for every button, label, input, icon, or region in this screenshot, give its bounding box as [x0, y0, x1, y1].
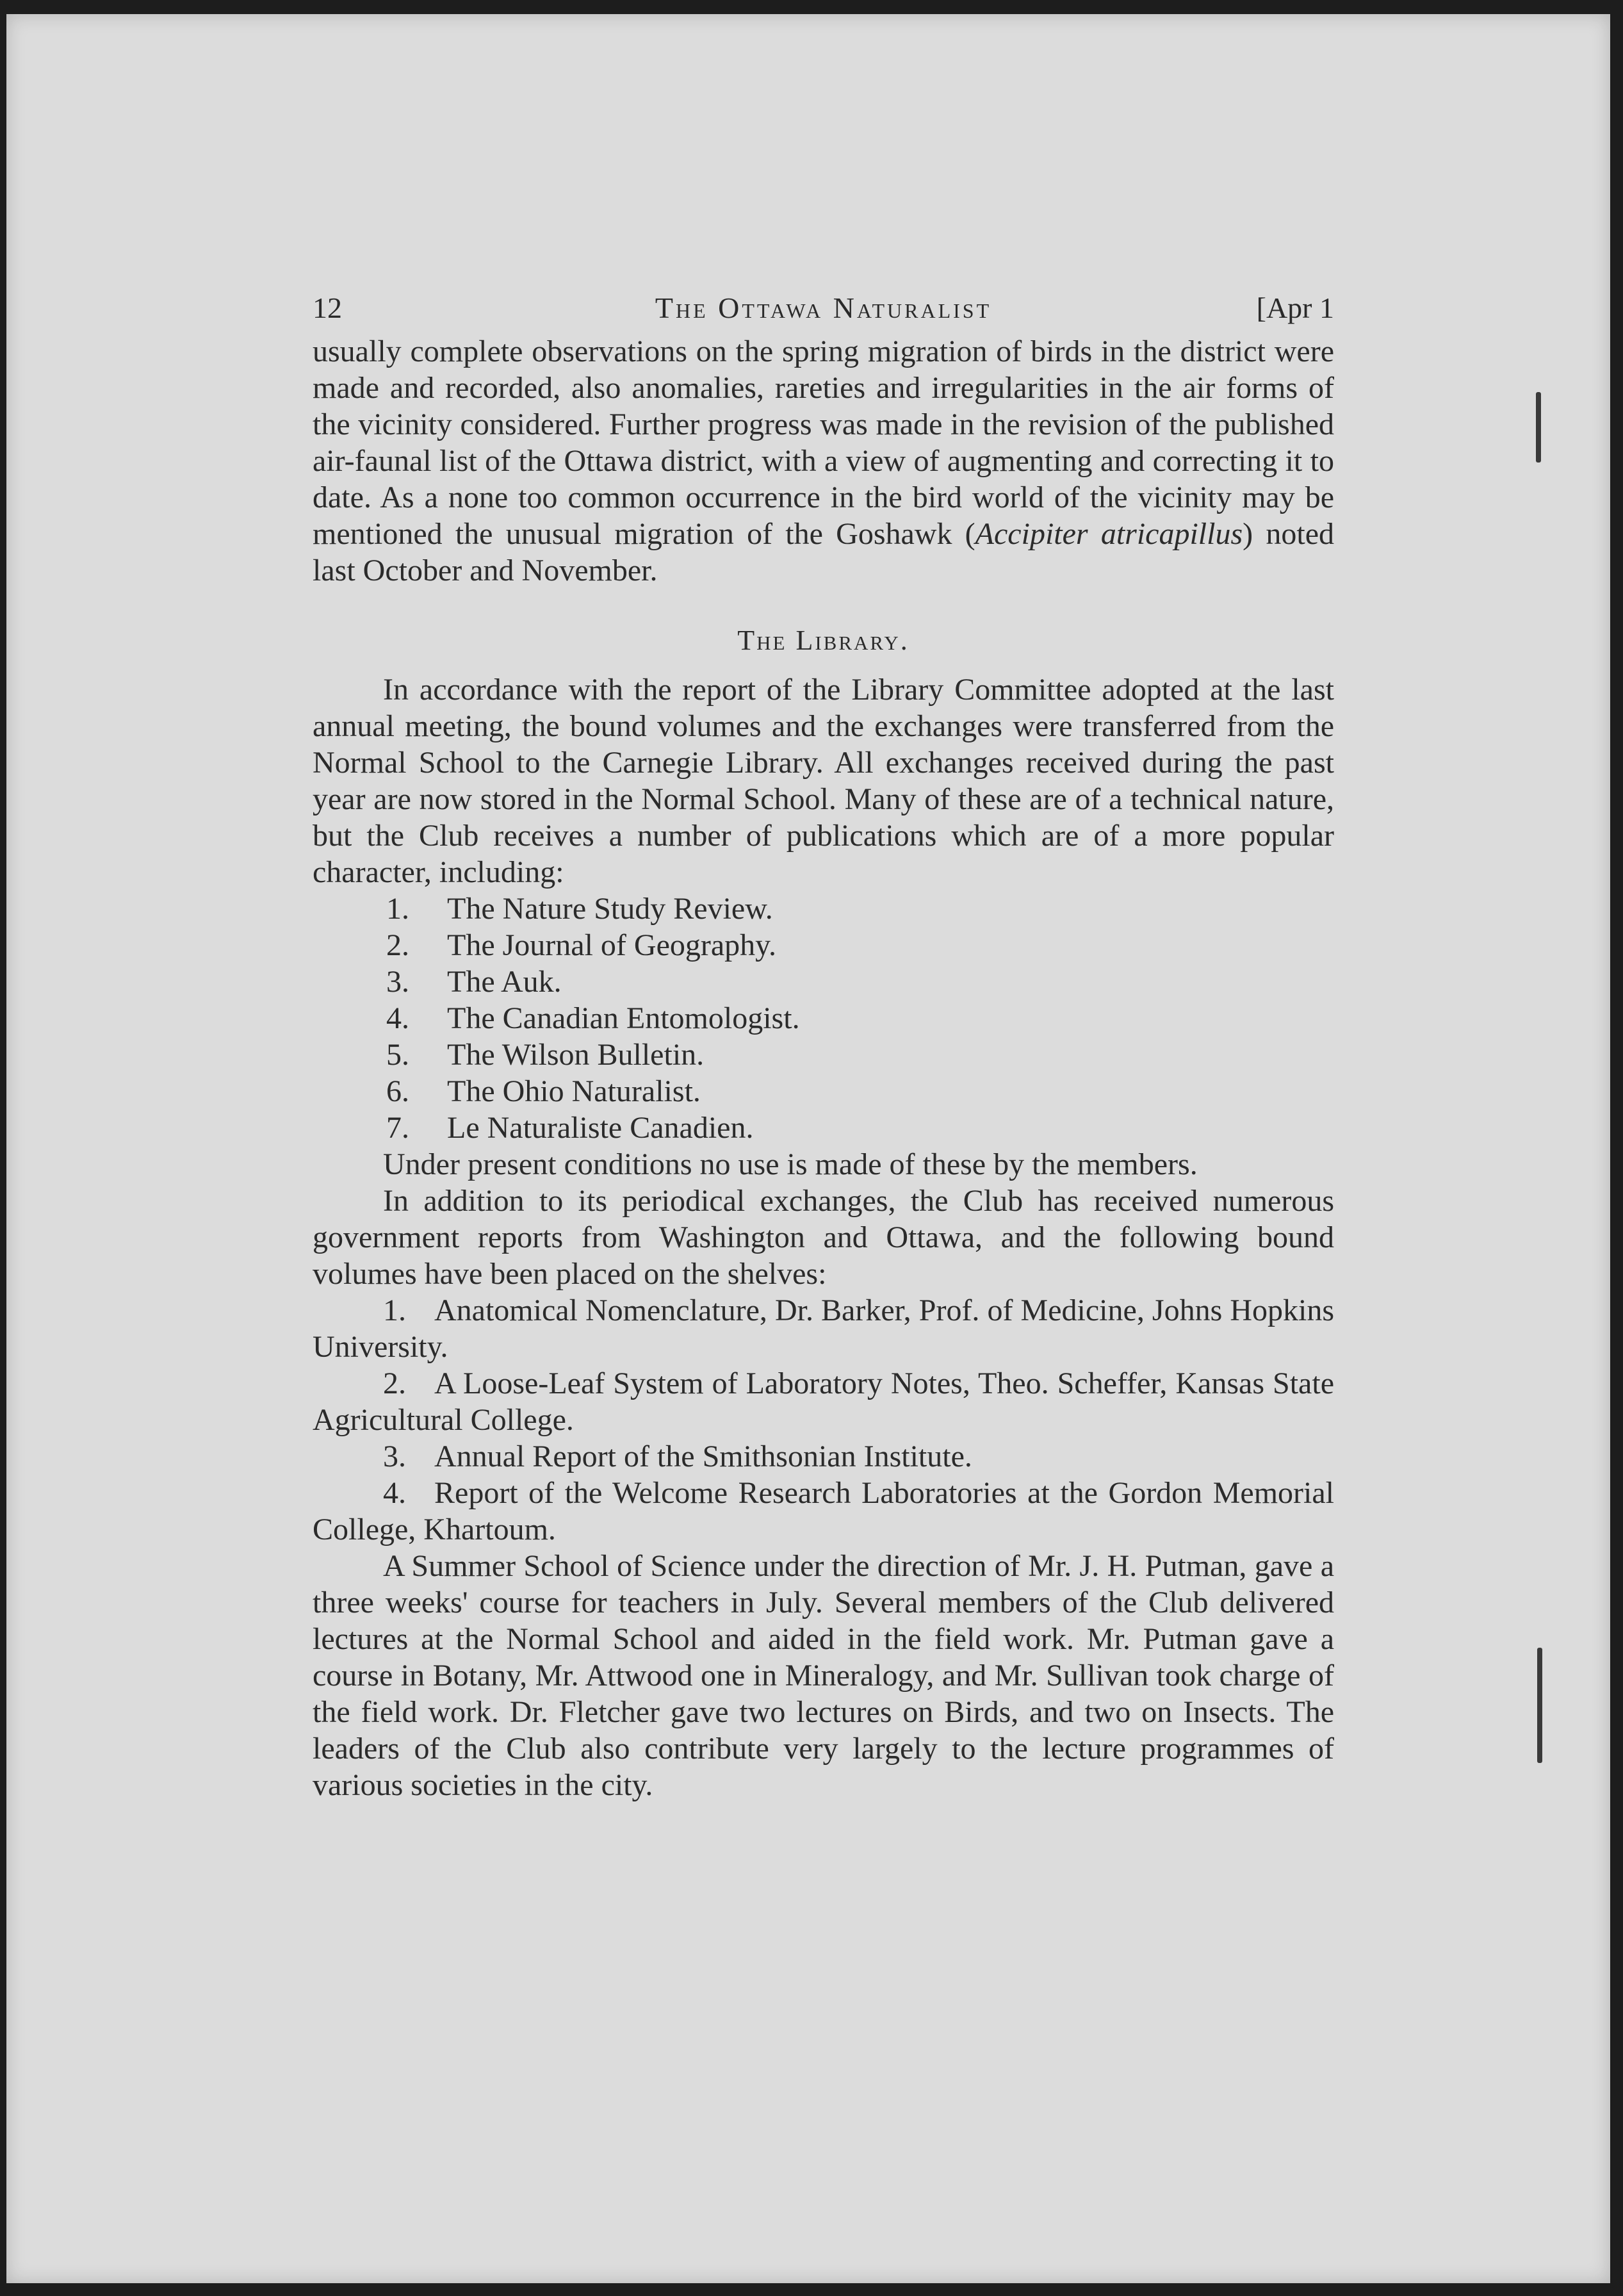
journal-title: The Ottawa Naturalist: [655, 291, 992, 324]
intro-text-2: ) noted last October and November.: [313, 517, 1334, 587]
list-item: 2. A Loose-Leaf System of Laboratory Notes, Theo. Scheffer, Kansas State Agricultural College.: [313, 1366, 1334, 1437]
list-item: 3. The Auk.: [386, 965, 562, 999]
list-item: 7. Le Naturaliste Canadien.: [386, 1111, 754, 1145]
page-content: [313, 282, 1334, 1803]
list-item: 4. The Canadian Entomologist.: [386, 1001, 800, 1035]
library-paragraph-4: A Summer School of Science under the direction of Mr. J. H. Putman, gave a three weeks' course for teachers in July. Several members of the Club delivered lectures at the Normal School and aided in the field work. Mr. Putman gave a course in Botany, Mr. Attwood one in Mineralogy, and Mr. Sullivan took charge of the field work. Dr. Fletcher gave two lectures on Birds, and two on Insects. The leaders of the Club also contribute very largely to the lecture programmes of various societies in the city.: [313, 1549, 1334, 1802]
list-item: 1. The Nature Study Review.: [386, 892, 773, 926]
list-item: 1. Anatomical Nomenclature, Dr. Barker, Prof. of Medicine, Johns Hopkins University.: [313, 1293, 1334, 1364]
issue-date: [Apr 1: [1256, 291, 1334, 324]
list-item: 5. The Wilson Bulletin.: [386, 1038, 705, 1072]
section-heading-library: The Library.: [737, 625, 909, 656]
page-number: 12: [313, 291, 342, 324]
library-paragraph-3: In addition to its periodical exchanges, the Club has received numerous government reports from Washington and Ottawa, and the following bound volumes have been placed on the shelves:: [313, 1184, 1334, 1291]
publication-list: [313, 890, 1334, 1146]
library-paragraph-2: Under present conditions no use is made of these by the members.: [383, 1147, 1198, 1181]
binding-mark-top: [1536, 392, 1541, 463]
library-paragraph-1: In accordance with the report of the Library Committee adopted at the last annual meeting, the bound volumes and the exchanges were transferred from the Normal School to the Carnegie Library. All exchanges received during the past year are now stored in the Normal School. Many of these are of a technical nature, but the Club receives a number of publications which are of a more popular character, including:: [313, 673, 1334, 889]
intro-text-1: usually complete observations on the spring migration of birds in the district were made and recorded, also anomalies, rareties and irregularities in the air forms of the vicinity considered. Further progress was made in the revision of the published air-faunal list of the Ottawa district, with a view of augmenting and correcting it to date. As a none too common occurrence in the bird world of the vicinity may be mentioned the unusual migration of the Goshawk (: [313, 334, 1334, 551]
intro-paragraph: [313, 333, 1334, 589]
list-item: 4. Report of the Welcome Research Laboratories at the Gordon Memorial College, Khartoum.: [313, 1476, 1334, 1546]
list-item: 3. Annual Report of the Smithsonian Institute.: [383, 1439, 972, 1473]
list-item: 2. The Journal of Geography.: [386, 928, 777, 962]
species-name: Accipiter atricapillus: [975, 517, 1243, 551]
binding-mark-bottom: [1537, 1648, 1542, 1763]
bound-volume-list: [313, 1292, 1334, 1548]
running-header: [313, 282, 1334, 333]
list-item: 6. The Ohio Naturalist.: [386, 1074, 701, 1108]
